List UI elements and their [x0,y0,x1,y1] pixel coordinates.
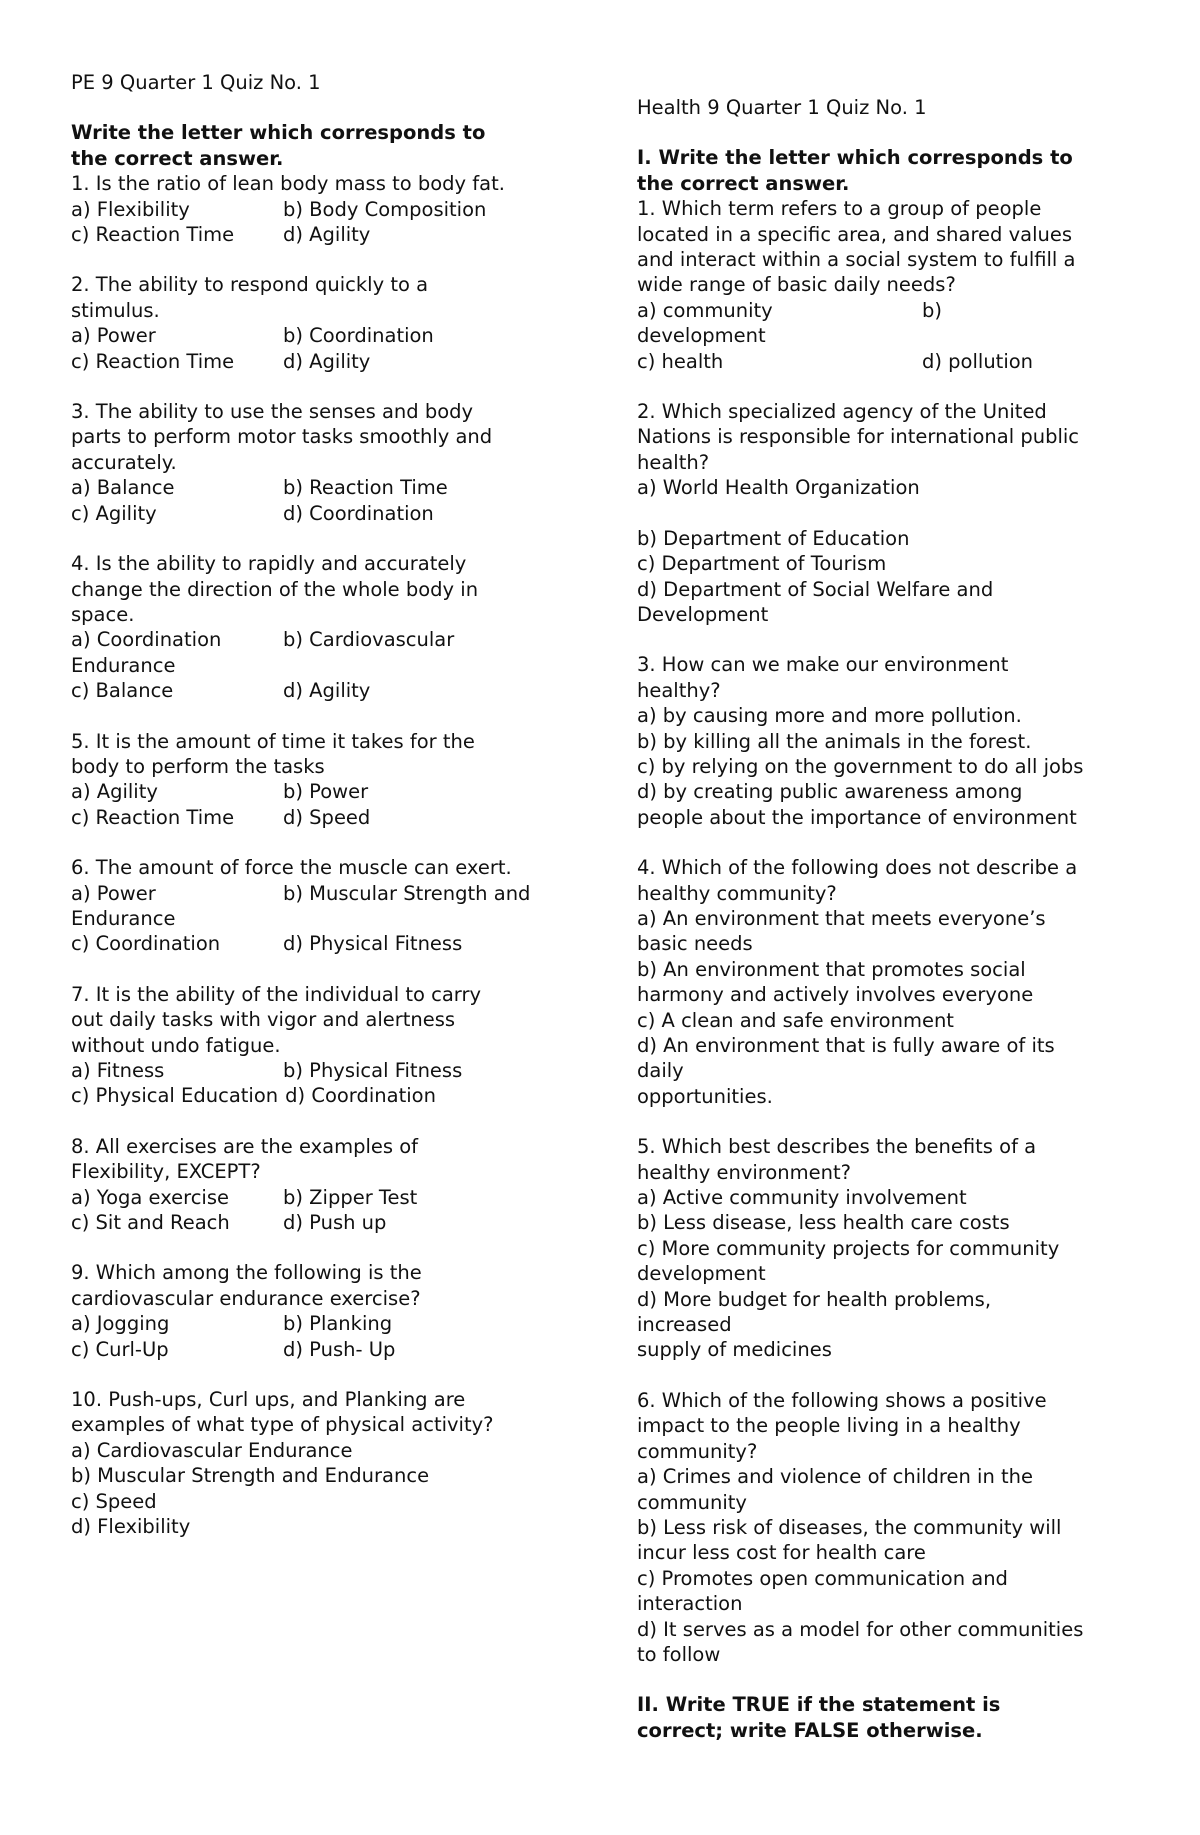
question-stem: 6. The amount of force the muscle can exert. [71,856,512,880]
pe-question-1 [71,171,591,247]
pe-question-4 [71,551,591,703]
option-row [71,931,591,956]
instruction-line: I. Write the letter which corresponds to [637,146,1073,170]
option-a: a) Fitness [71,1059,165,1082]
question-stem: 3. The ability to use the senses and body [71,400,474,424]
option-c: c) health [637,349,724,373]
option-b: b) Power [283,780,369,804]
option-row [71,805,591,830]
option-d: d) Push up [283,1211,387,1235]
health-question-4 [637,855,1157,1109]
option-a: a) Power [71,324,156,348]
option-c: c) Curl-Up [71,1337,169,1361]
option-a: a) Flexibility [71,197,190,221]
option-c: c) Reaction Time [71,349,235,373]
text-line: interaction [637,1592,743,1616]
option-wrap: Endurance [71,906,176,930]
health-question-6 [637,1388,1157,1667]
option-row [71,197,591,222]
question-stem: accurately. [71,450,177,474]
question-stem: stimulus. [71,298,160,322]
option-d: d) Agility [283,679,371,703]
option-d: d) Push- Up [283,1337,396,1361]
option-b: b) Department of Education [637,526,910,550]
pe-question-5 [71,729,591,831]
question-stem: 1. Which term refers to a group of people [637,197,1042,221]
health-section-1-instructions [637,145,1157,196]
health-section-2-instructions [637,1692,1157,1743]
question-stem: without undo fatigue. [71,1033,281,1057]
option-row [71,222,591,247]
text-line: community [637,1490,747,1514]
option-a: a) Yoga exercise [71,1185,230,1209]
pe-question-2 [71,272,591,374]
text-line: d) by creating public awareness among [637,780,1023,804]
question-stem: body to perform the tasks [71,754,325,778]
option-b: b) Reaction Time [283,476,448,500]
text-line: 4. Which of the following does not describe a [637,856,1078,880]
text-line: a) by causing more and more pollution. [637,704,1022,728]
option-a: a) Jogging [71,1312,170,1336]
text-line: increased [637,1313,732,1337]
option-a: a) Agility [71,780,158,804]
instruction-line: the correct answer. [71,146,284,170]
option-row [71,779,591,804]
pe-question-3 [71,399,591,526]
health-question-2 [637,399,1157,627]
option-a: a) Power [71,881,156,905]
option-b: b) Planking [283,1312,393,1336]
question-stem: 10. Push-ups, Curl ups, and Planking are [71,1388,466,1412]
option-d: d) Agility [283,223,371,247]
question-stem: 4. Is the ability to rapidly and accurately [71,552,467,576]
question-stem: located in a specific area, and shared values [637,222,1073,246]
text-line: basic needs [637,932,753,956]
text-line: c) by relying on the government to do all jobs [637,754,1084,778]
pe-question-7 [71,982,591,1109]
text-line: opportunities. [637,1084,773,1108]
pe-quiz-title: PE 9 Quarter 1 Quiz No. 1 [71,71,321,94]
option-a: a) Coordination [71,628,222,652]
question-stem: 8. All exercises are the examples of [71,1134,419,1158]
option-d-wrap: Development [637,602,769,626]
option-d: d) Coordination [285,1084,436,1108]
option-row [71,881,591,906]
question-stem: health? [637,450,710,474]
text-line: a) Crimes and violence of children in the [637,1465,1034,1489]
option-d: d) Coordination [283,501,434,525]
text-line: c) Promotes open communication and [637,1566,1008,1590]
health-question-1 [637,196,1157,374]
text-line: to follow [637,1642,721,1666]
text-line: incur less cost for health care [637,1541,926,1565]
text-line: b) An environment that promotes social [637,957,1026,981]
text-line: b) by killing all the animals in the forest. [637,729,1032,753]
text-line: healthy community? [637,881,837,905]
option-a: a) Balance [71,476,175,500]
option-b: b) Muscular Strength and [283,881,531,905]
option-b: b) Coordination [283,324,434,348]
health-question-5 [637,1134,1157,1363]
option-d: d) Physical Fitness [283,932,463,956]
question-stem: 7. It is the ability of the individual to carry [71,982,482,1006]
option-c: c) Sit and Reach [71,1211,230,1235]
question-stem: parts to perform motor tasks smoothly and [71,425,493,449]
text-line: people about the importance of environment [637,805,1077,829]
option-d: d) Department of Social Welfare and [637,577,994,601]
text-line: c) More community projects for community [637,1236,1060,1260]
option-row [71,1337,591,1362]
question-stem: 5. It is the amount of time it takes for the [71,729,475,753]
pe-question-6 [71,855,591,957]
question-stem: space. [71,602,135,626]
pe-quiz-column [71,70,591,1540]
text-line: healthy? [637,678,721,702]
option-row [71,1083,591,1108]
text-line: healthy environment? [637,1160,852,1184]
instruction-line: II. Write TRUE if the statement is [637,1693,1001,1717]
health-quiz-title: Health 9 Quarter 1 Quiz No. 1 [637,96,927,119]
question-stem: change the direction of the whole body in [71,577,479,601]
text-line: d) It serves as a model for other communities [637,1617,1084,1641]
option-row [71,323,591,348]
pe-question-9 [71,1260,591,1362]
option-row [637,298,1157,323]
option-b: b) Zipper Test [283,1185,418,1209]
instruction-line: the correct answer. [637,171,850,195]
option-d: d) pollution [922,349,1034,373]
option-row [71,627,591,652]
option-b: b) Body Composition [283,197,487,221]
question-stem: 1. Is the ratio of lean body mass to body fat. [71,172,505,196]
option-row [71,475,591,500]
text-line: development [637,1262,766,1286]
text-line: supply of medicines [637,1338,832,1362]
option-row [71,1311,591,1336]
option-row [71,1210,591,1235]
text-line: a) Active community involvement [637,1186,967,1210]
text-line: b) Less disease, less health care costs [637,1211,1010,1235]
option-wrap: Endurance [71,653,176,677]
health-question-3 [637,652,1157,830]
text-line: harmony and actively involves everyone [637,983,1034,1007]
option-b: b) Muscular Strength and Endurance [71,1464,430,1488]
option-c: c) Reaction Time [71,805,235,829]
option-row [71,349,591,374]
pe-instructions [71,120,591,171]
text-line: 5. Which best describes the benefits of a [637,1135,1037,1159]
question-stem: out daily tasks with vigor and alertness [71,1008,456,1032]
question-stem: 9. Which among the following is the [71,1261,422,1285]
option-d: d) Flexibility [71,1515,191,1539]
question-stem: Flexibility, EXCEPT? [71,1160,261,1184]
question-stem: examples of what type of physical activity? [71,1413,494,1437]
option-a: a) World Health Organization [637,476,920,500]
option-c: c) Agility [71,501,157,525]
text-line: b) Less risk of diseases, the community will [637,1515,1062,1539]
option-c: c) Coordination [71,932,221,956]
text-line: impact to the people living in a healthy [637,1414,1021,1438]
health-quiz-column [637,70,1157,1743]
option-a: a) community [637,298,773,322]
instruction-line: Write the letter which corresponds to [71,121,486,145]
option-row [637,349,1157,374]
question-stem: and interact within a social system to fulfill a [637,248,1076,272]
text-line: 3. How can we make our environment [637,653,1009,677]
option-c: c) Balance [71,679,174,703]
text-line: a) An environment that meets everyone’s [637,906,1046,930]
option-row [71,1058,591,1083]
option-d: d) Agility [283,349,371,373]
text-line: 6. Which of the following shows a positive [637,1388,1047,1412]
option-c: c) Department of Tourism [637,552,887,576]
text-line: c) A clean and safe environment [637,1008,954,1032]
option-row [71,1185,591,1210]
text-line: daily [637,1059,684,1083]
text-line: community? [637,1439,758,1463]
option-c: c) Reaction Time [71,223,235,247]
option-b: b) [922,298,942,322]
pe-question-10 [71,1387,591,1539]
option-row [71,501,591,526]
text-line: d) More budget for health problems, [637,1287,992,1311]
instruction-line: correct; write FALSE otherwise. [637,1718,983,1742]
question-stem: 2. Which specialized agency of the United [637,400,1047,424]
option-c: c) Physical Education [71,1084,279,1108]
option-wrap: development [637,324,766,348]
question-stem: 2. The ability to respond quickly to a [71,273,429,297]
option-d: d) Speed [283,805,371,829]
option-row [71,678,591,703]
question-stem: cardiovascular endurance exercise? [71,1286,421,1310]
option-b: b) Cardiovascular [283,628,455,652]
option-a: a) Cardiovascular Endurance [71,1438,353,1462]
option-b: b) Physical Fitness [283,1059,463,1082]
option-c: c) Speed [71,1489,157,1513]
text-line: d) An environment that is fully aware of its [637,1034,1055,1057]
pe-question-8 [71,1134,591,1236]
question-stem: Nations is responsible for international public [637,425,1080,449]
question-stem: wide range of basic daily needs? [637,273,956,297]
